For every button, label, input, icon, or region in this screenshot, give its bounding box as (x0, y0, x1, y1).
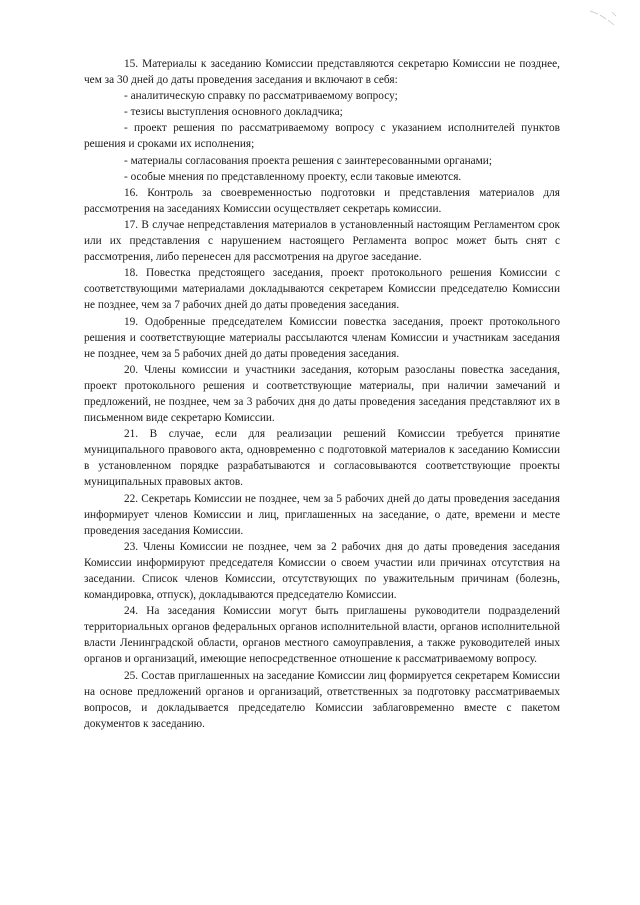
list-item: - тезисы выступления основного докладчика; (124, 106, 343, 119)
paragraph-23: 23. Члены Комиссии не позднее, чем за 2 рабочих дня до даты проведения заседания Комиссии информируют председателя Комиссии о своем участии или причинах отсутствия на заседании. Список членов Комиссии, отсутствующих по уважительным причинам (болезнь, командировка, отпуск), докладываются председателю Комиссии. (84, 540, 560, 602)
paragraph-24: 24. На заседания Комиссии могут быть приглашены руководители подразделений территориальных органов федеральных органов исполнительной власти, органов исполнительной власти Ленинградской области, органов местного самоуправления, а также руководителей иных органов и организаций, имеющие непосредственное отношение к рассматриваемому вопросу. (84, 605, 560, 666)
list-item: - аналитическую справку по рассматриваемому вопросу; (124, 90, 398, 103)
paragraph-15: 15. Материалы к заседанию Комиссии представляются секретарю Комиссии не позднее, чем за 30 дней до даты проведения заседания и включают в себя: (84, 58, 560, 87)
paragraph-25: 25. Состав приглашенных на заседание Комиссии лиц формируется секретарем Комиссии на основе предложений органов и организаций, ответственных за подготовку рассматриваемых вопросов, и докладывается председателю Комиссии заблаговременно вместе с пакетом документов к заседанию. (84, 669, 560, 730)
list-item: - особые мнения по представленному проекту, если таковые имеются. (124, 170, 462, 183)
paragraph-18: 18. Повестка предстоящего заседания, проект протокольного решения Комиссии с соответствующими материалами докладываются секретарем Комиссии председателю Комиссии не позднее, чем за 7 рабочих дней до даты проведения заседания. (84, 267, 560, 312)
paragraph-19: 19. Одобренные председателем Комиссии повестка заседания, проект протокольного решения и соответствующие материалы рассылаются членам Комиссии и участникам заседания не позднее, чем за 5 рабочих дней до даты проведения заседания. (84, 315, 560, 360)
paragraph-17: 17. В случае непредставления материалов в установленный настоящим Регламентом срок или их представления с нарушением настоящего Регламента вопрос может быть снят с рассмотрения, либо перенесен для рассмотрения на другое заседание. (84, 218, 560, 264)
document-page (84, 56, 560, 732)
paragraph-20: 20. Члены комиссии и участники заседания, которым разосланы повестка заседания, проект протокольного решения и соответствующие материалы, при наличии замечаний и предложений, не позднее, чем за 3 рабочих дня до даты проведения заседания представляют их в письменном виде секретарю Комиссии. (84, 363, 560, 425)
paragraph-21: 21. В случае, если для реализации решений Комиссии требуется принятие муниципального правового акта, одновременно с подготовкой материалов к заседанию Комиссии в установленном порядке разрабатываются и согласовываются соответствующие проекты муниципальных правовых актов. (84, 428, 560, 489)
paragraph-22: 22. Секретарь Комиссии не позднее, чем за 5 рабочих дней до даты проведения заседания информирует членов Комиссии и лиц, приглашенных на заседание, о дате, времени и месте проведения заседания Комиссии. (84, 492, 560, 537)
paragraph-16: 16. Контроль за своевременностью подготовки и представления материалов для рассмотрения на заседаниях Комиссии осуществляет секретарь комиссии. (84, 186, 560, 215)
list-item: - проект решения по рассматриваемому вопросу с указанием исполнителей пунктов решения и сроками их исполнения; (84, 122, 560, 151)
list-item: - материалы согласования проекта решения с заинтересованными органами; (124, 154, 492, 167)
scan-mark-icon (588, 8, 618, 30)
